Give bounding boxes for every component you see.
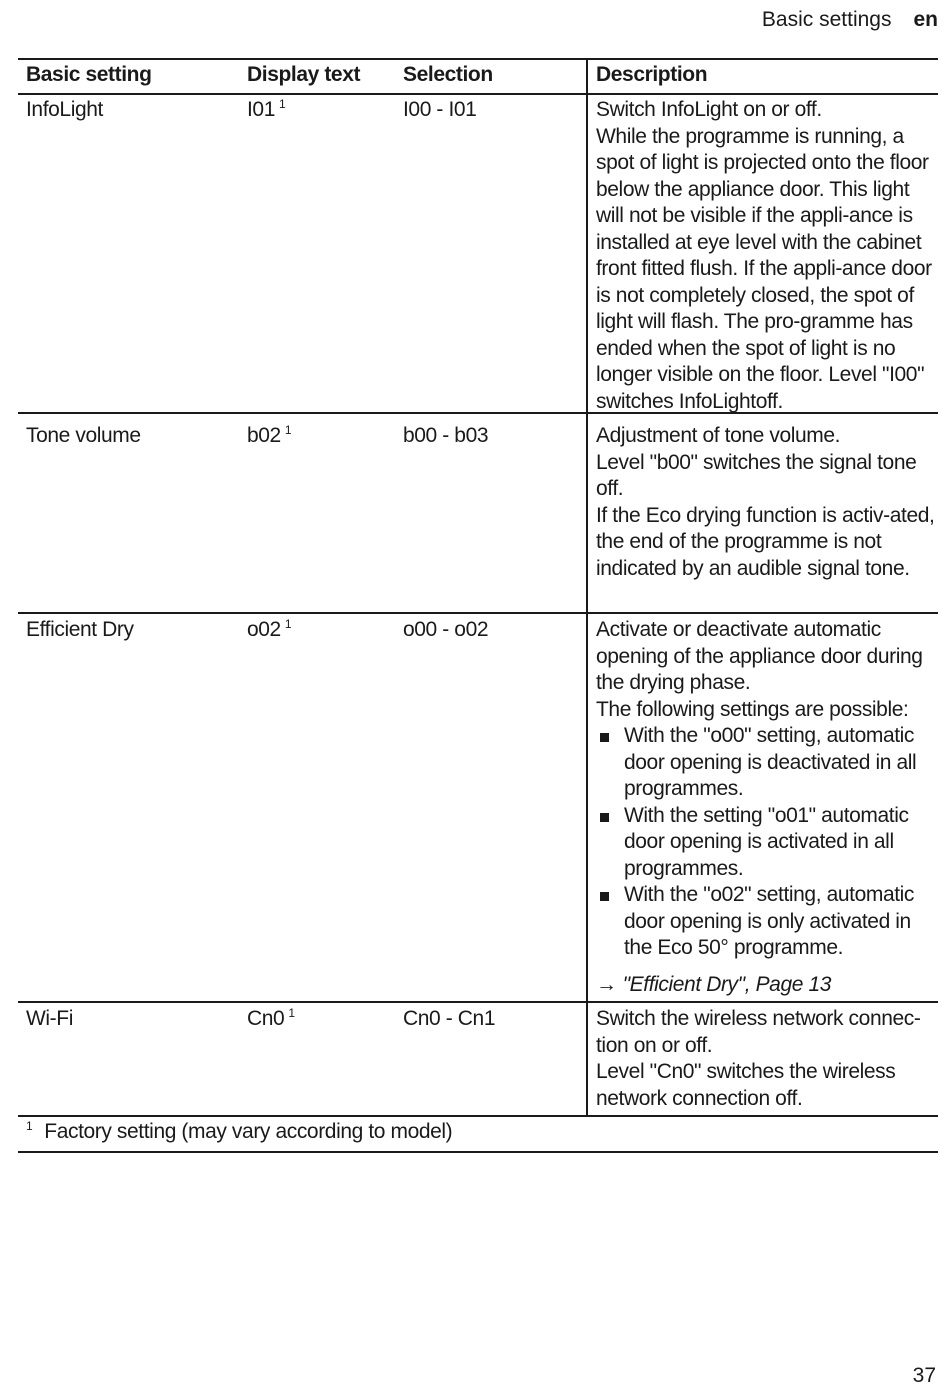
language-code: en [913, 8, 938, 31]
footnote-ref: 1 [284, 617, 292, 631]
header-basic-setting: Basic setting [26, 63, 152, 86]
header-selection: Selection [403, 63, 493, 86]
page-header [762, 8, 938, 32]
setting-name: InfoLight [26, 98, 103, 121]
options-list [596, 723, 936, 962]
footnote-ref: 1 [284, 423, 292, 437]
column-divider [586, 58, 588, 1116]
selection-range: I00 - I01 [403, 98, 477, 121]
list-item: With the "o02" setting, automatic door opening is only activated in the Eco 50° programme. [596, 882, 936, 962]
row-rule [18, 612, 938, 614]
section-title: Basic settings [761, 8, 892, 31]
description: Switch the wireless network connec-tion on or off. Level "Cn0" switches the wireless network connection off. [596, 1007, 921, 1110]
display-text: Cn0 $^1$ [247, 1006, 295, 1030]
setting-name: Efficient Dry [26, 618, 134, 641]
header-display-text: Display text [247, 63, 361, 86]
footnote-ref: 1 [279, 97, 286, 111]
table-footnote: $^1$ Factory setting (may vary according to model) [26, 1119, 453, 1143]
setting-name: Tone volume [26, 424, 141, 447]
row-rule [18, 1001, 938, 1003]
table-bottom-rule [18, 1115, 938, 1117]
display-text: b02 $^1$ [247, 423, 292, 447]
display-text: o02 $^1$ [247, 617, 292, 641]
selection-range: o00 - o02 [403, 618, 489, 641]
footnote-rule [18, 1151, 938, 1153]
arrow-right-icon: → [596, 972, 617, 996]
description: Adjustment of tone volume. Level "b00" switches the signal tone off. If the Eco drying function is activ-ated, the end of the programme is not indicated by an audible signal tone. [596, 424, 935, 580]
setting-name: Wi-Fi [26, 1007, 73, 1030]
display-text: I01 $^1$ [247, 97, 286, 121]
footnote-mark: 1 [26, 1119, 33, 1133]
description: Switch InfoLight on or off. While the programme is running, a spot of light is projected onto the floor below the appliance door. This light will not be visible if the appli-ance is installed at eye level with the cabinet front fitted flush. If the appli-ance door is not completely closed, the spot of light will flash. The pro-gramme has ended when the spot of light is no longer visible on the floor. Level "I00" switches InfoLightoff. [596, 98, 932, 413]
list-item: With the "o00" setting, automatic door opening is deactivated in all programmes. [596, 723, 936, 803]
table-top-rule [18, 58, 938, 60]
footnote-ref: 1 [288, 1006, 295, 1020]
selection-range: Cn0 - Cn1 [403, 1007, 496, 1030]
cross-reference-link[interactable]: → "Efficient Dry", Page 13 [596, 972, 832, 996]
page-number: 37 [912, 1364, 936, 1387]
header-description: Description [596, 63, 708, 86]
description: Activate or deactivate automatic opening of the appliance door during the drying phase. The following settings are possible: With the "o00" setting, automatic door opening is deactivated in all programmes. With the setting "o01" automatic door opening is activated in all programmes. With the "o02" setting, automatic door opening is only activated in the Eco 50° programme. → "Efficient Dry", Page 13 [596, 617, 936, 998]
list-item: With the setting "o01" automatic door opening is activated in all programmes. [596, 803, 936, 883]
header-rule [18, 93, 938, 95]
selection-range: b00 - b03 [403, 424, 489, 447]
